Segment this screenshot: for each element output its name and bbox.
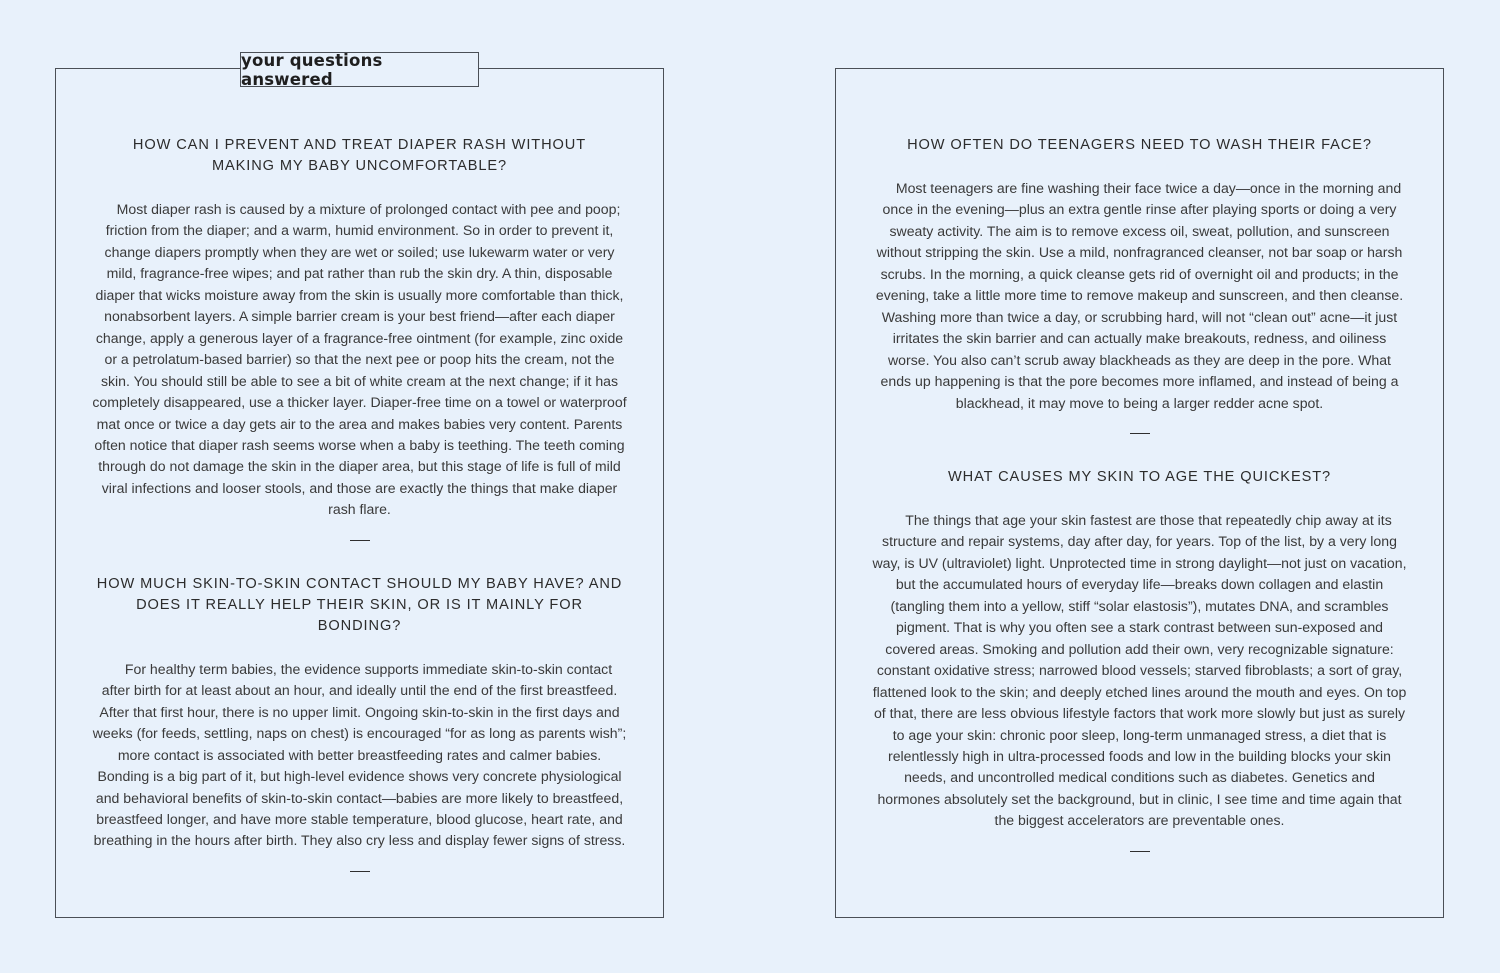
left-page-content (92, 135, 627, 872)
qa-section-skin-to-skin (92, 574, 627, 872)
answer-text: Most teenagers are fine washing their face twice a day—once in the morning and once in the evening—plus an extra gentle rinse after playing sports or doing a very sweaty activity. The aim is to remove excess oil, sweat, pollution, and sunscreen without stripping the skin. Use a mild, nonfragranced cleanser, not bar soap or harsh scrubs. In the morning, a quick cleanse gets rid of overnight oil and products; in the evening, take a little more time to remove makeup and sunscreen, and then cleanse. Washing more than twice a day, or scrubbing hard, will not “clean out” acne—it just irritates the skin barrier and can actually make breakouts, redness, and oiliness worse. You also can’t scrub away blackheads as they are deep in the pore. What ends up happening is that the pore becomes more inflamed, and instead of being a blackhead, it may move to being a larger redder acne spot. (875, 180, 1404, 411)
section-divider (350, 540, 370, 541)
section-tag: your questions answered (240, 52, 479, 87)
qa-section-skin-aging (872, 467, 1407, 852)
right-page-content (872, 135, 1407, 852)
right-page-panel (835, 68, 1444, 918)
question-heading: HOW CAN I PREVENT AND TREAT DIAPER RASH WITHOUT MAKING MY BABY UNCOMFORTABLE? (132, 137, 587, 174)
answer-text: For healthy term babies, the evidence supports immediate skin-to-skin contact after birth for at least about an hour, and ideally until the end of the first breastfeed. After that first hour, there is no upper limit. Ongoing skin-to-skin in the first days and weeks (for feeds, settling, naps on chest) is encouraged “for as long as parents wish”; more contact is associated with better breastfeeding rates and calmer babies. Bonding is a big part of it, but high-level evidence shows very concrete physiological and behavioral benefits of skin-to-skin contact—babies are more likely to breastfeed, breastfeed longer, and have more stable temperature, blood glucose, heart rate, and breathing in the hours after birth. They also cry less and display fewer signs of stress. (92, 660, 627, 849)
left-page-panel (55, 68, 664, 918)
section-divider (1130, 851, 1150, 852)
section-divider (1130, 433, 1150, 434)
section-divider (350, 871, 370, 872)
question-heading: HOW MUCH SKIN-TO-SKIN CONTACT SHOULD MY BABY HAVE? AND DOES IT REALLY HELP THEIR SKIN, OR IS IT MAINLY FOR BONDING? (96, 575, 623, 634)
question-heading: HOW OFTEN DO TEENAGERS NEED TO WASH THEIR FACE? (907, 137, 1372, 153)
qa-section-diaper-rash (92, 135, 627, 541)
answer-text: The things that age your skin fastest are those that repeatedly chip away at its structure and repair systems, day after day, for years. Top of the list, by a very long way, is UV (ultraviolet) light. Unprotected time in strong daylight—not just on vacation, but the accumulated hours of everyday life—breaks down collagen and elastin (tangling them into a yellow, stiff “solar elastosis”), mutates DNA, and scrambles pigment. That is why you often see a stark contrast between sun-exposed and covered areas. Smoking and pollution add their own, very recognizable signature: constant oxidative stress; narrowed blood vessels; starved fibroblasts; a sort of gray, flattened look to the skin; and deeply etched lines around the mouth and eyes. On top of that, there are less obvious lifestyle factors that work more slowly but just as surely to age your skin: chronic poor sleep, long-term unmanaged stress, a diet that is relentlessly high in ultra-processed foods and low in the building blocks your skin needs, and uncontrolled medical conditions such as diabetes. Genetics and hormones absolutely set the background, but in clinic, I see time and time again that the biggest accelerators are preventable ones. (872, 511, 1407, 829)
qa-section-teen-face-wash (872, 135, 1407, 434)
answer-text: Most diaper rash is caused by a mixture of prolonged contact with pee and poop; friction from the diaper; and a warm, humid environment. So in order to prevent it, change diapers promptly when they are wet or soiled; use lukewarm water or very mild, fragrance-free wipes; and pat rather than rub the skin dry. A thin, disposable diaper that wicks moisture away from the skin is usually more comfortable than thick, nonabsorbent layers. A simple barrier cream is your best friend—after each diaper change, apply a generous layer of a fragrance-free ointment (for example, zinc oxide or a petrolatum-based barrier) so that the next pee or poop hits the cream, not the skin. You should still be able to see a bit of white cream at the next change; if it has completely disappeared, use a thicker layer. Diaper-free time on a towel or waterproof mat once or twice a day gets air to the area and makes babies very content. Parents often notice that diaper rash seems worse when a baby is teething. The teeth coming through do not damage the skin in the diaper area, but this stage of life is full of mild viral infections and looser stools, and those are exactly the things that make diaper rash flare. (92, 201, 627, 518)
question-heading: WHAT CAUSES MY SKIN TO AGE THE QUICKEST? (947, 468, 1332, 485)
